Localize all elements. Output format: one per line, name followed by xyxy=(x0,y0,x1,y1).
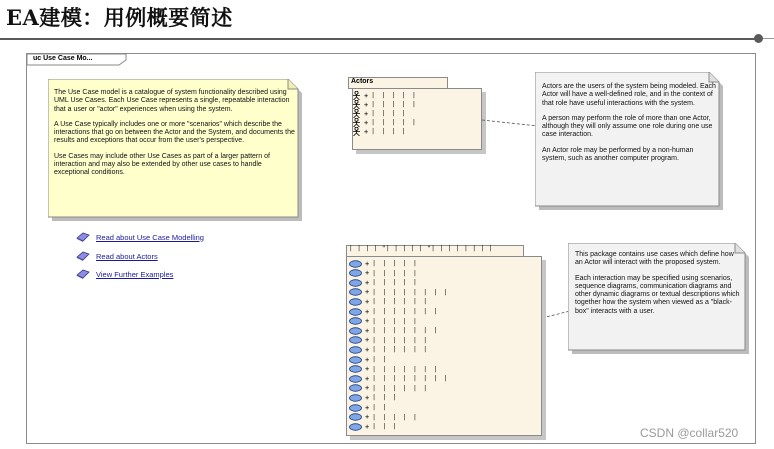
usecase-name: | | | | | | xyxy=(372,346,429,354)
visibility-marker: + xyxy=(365,393,370,402)
usecases-note-connector xyxy=(542,311,570,318)
intro-note-paragraph: The Use Case model is a catalogue of system functionality described using UML Use Cases. Each Use Case represents a single, repeatable interaction that a user or "actor" experiences when using the system. xyxy=(54,89,290,113)
usecase-name: | | | xyxy=(372,423,398,431)
actors-note xyxy=(542,83,716,170)
usecase-row xyxy=(349,422,398,431)
visibility-marker: + xyxy=(365,259,370,268)
visibility-marker: + xyxy=(364,118,369,127)
usecase-name: | | xyxy=(372,356,388,363)
usecase-row xyxy=(349,269,418,278)
usecase-row xyxy=(349,403,388,412)
usecase-name: | | | | | | | xyxy=(372,365,439,373)
visibility-marker: + xyxy=(365,345,370,354)
visibility-marker: + xyxy=(364,109,369,118)
usecase-ellipse-icon xyxy=(349,384,362,392)
visibility-marker: + xyxy=(365,413,370,422)
visibility-marker: + xyxy=(365,326,370,335)
usecase-ellipse-icon xyxy=(349,336,362,344)
visibility-marker: + xyxy=(364,100,369,109)
actor-name: | | | | xyxy=(371,128,408,135)
usecase-name: | | | | | | | xyxy=(372,308,439,315)
usecase-ellipse-icon xyxy=(349,394,362,402)
usecase-row xyxy=(349,288,449,297)
visibility-marker: + xyxy=(365,403,370,412)
actors-note-connector xyxy=(482,120,538,126)
visibility-marker: + xyxy=(365,307,370,316)
link-label[interactable]: View Further Examples xyxy=(96,269,174,279)
visibility-marker: + xyxy=(365,384,370,393)
visibility-marker: + xyxy=(365,317,370,326)
usecase-name: | | | | | xyxy=(372,269,419,277)
usecase-row xyxy=(349,413,418,422)
actors-note-paragraph: An Actor role may be performed by a non-human system, such as another computer program. xyxy=(542,146,694,163)
usecase-ellipse-icon xyxy=(349,346,362,354)
usecase-row xyxy=(349,345,428,354)
usecase-ellipse-icon xyxy=(349,413,362,421)
usecase-name: | | | | | | xyxy=(372,336,429,344)
link-label[interactable]: Read about Actors xyxy=(96,251,158,261)
usecase-row xyxy=(349,259,418,268)
usecase-name: | | | xyxy=(372,394,398,402)
usecase-name: | | | | | | | | xyxy=(372,375,449,383)
usecase-ellipse-icon xyxy=(349,317,362,325)
usecase-name: | | | | | | xyxy=(372,298,429,306)
usecase-row xyxy=(349,374,449,383)
slide-title: EA建模：用例概要简述 xyxy=(6,5,233,30)
usecase-ellipse-icon xyxy=(349,298,362,306)
intro-note-paragraph: A Use Case typically includes one or more "scenarios" which describe the interactions that go on between the Actor and the System, and documents the results and exceptions that occur from the user's perspective. xyxy=(54,120,295,145)
actor-name: | | | | | xyxy=(371,119,418,126)
usecase-name: | | xyxy=(372,404,388,411)
usecase-row xyxy=(349,317,418,326)
usecases-note-paragraph: Each interaction may be specified using scenarios, sequence diagrams, communication diagrams and other dynamic diagrams or textual descriptions which together how the system when viewed as a "black-box" interacts with a user. xyxy=(575,274,740,315)
usecase-ellipse-icon xyxy=(349,308,362,316)
usecases-note xyxy=(575,251,743,323)
usecase-ellipse-icon xyxy=(349,269,362,277)
actor-name: | | | | xyxy=(371,110,408,117)
visibility-marker: + xyxy=(365,278,370,287)
visibility-marker: + xyxy=(364,127,369,136)
usecase-ellipse-icon xyxy=(349,288,362,296)
usecase-row xyxy=(349,355,388,364)
actors-package-name: Actors xyxy=(351,78,374,85)
usecase-name: | | | | | | | | xyxy=(372,288,449,296)
usecase-ellipse-icon xyxy=(349,327,362,335)
visibility-marker: + xyxy=(365,288,370,297)
usecase-row xyxy=(349,336,428,345)
usecase-ellipse-icon xyxy=(349,279,362,287)
usecase-ellipse-icon xyxy=(349,365,362,373)
frame-label: uc Use Case Mo... xyxy=(33,55,93,62)
usecase-row xyxy=(349,326,439,335)
visibility-marker: + xyxy=(365,422,370,431)
usecase-row xyxy=(349,307,439,316)
watermark: CSDN @collar520 xyxy=(640,426,739,440)
usecase-row xyxy=(349,278,418,287)
usecase-name: | | | | | xyxy=(372,260,419,267)
usecase-ellipse-icon xyxy=(349,423,362,431)
usecase-name: | | | | | xyxy=(372,317,419,325)
actor-name: | | | | | xyxy=(371,92,418,99)
usecases-list xyxy=(349,259,529,433)
visibility-marker: + xyxy=(365,374,370,383)
actors-note-paragraph: Actors are the users of the system being modeled. Each Actor will have a well-defined role, and in the context of that role have useful interactions with the system. xyxy=(542,83,716,107)
usecase-name: | | | | | | xyxy=(372,384,429,392)
usecases-package-name: | | | | "| | | | | "| | | | | | | | xyxy=(349,245,493,252)
usecase-ellipse-icon xyxy=(349,356,362,364)
intro-note-paragraph: Use Cases may include other Use Cases as part of a larger pattern of interaction and may also be extended by other use cases to handle exceptional conditions. xyxy=(54,152,270,177)
actor-name: | | | | | xyxy=(371,101,418,108)
usecase-name: | | | | | xyxy=(372,279,419,287)
visibility-marker: + xyxy=(365,365,370,374)
usecase-row xyxy=(349,365,439,374)
visibility-marker: + xyxy=(365,355,370,364)
usecase-ellipse-icon xyxy=(349,260,362,268)
usecase-ellipse-icon xyxy=(349,375,362,383)
usecase-row xyxy=(349,384,428,393)
actors-note-paragraph: A person may perform the role of more than one Actor, although they will only assume one role during one use case interaction. xyxy=(542,114,713,139)
visibility-marker: + xyxy=(365,297,370,306)
visibility-marker: + xyxy=(364,91,369,100)
usecase-row xyxy=(349,393,398,402)
visibility-marker: + xyxy=(365,269,370,278)
usecases-note-paragraph: This package contains use cases which define how an Actor will interact with the proposed system. xyxy=(575,251,734,267)
usecase-row xyxy=(349,297,428,306)
usecase-name: | | | | | | | xyxy=(372,327,439,335)
link-label[interactable]: Read about Use Case Modelling xyxy=(96,232,204,242)
usecase-ellipse-icon xyxy=(349,404,362,412)
usecase-name: | | | | | xyxy=(372,413,419,421)
visibility-marker: + xyxy=(365,336,370,345)
